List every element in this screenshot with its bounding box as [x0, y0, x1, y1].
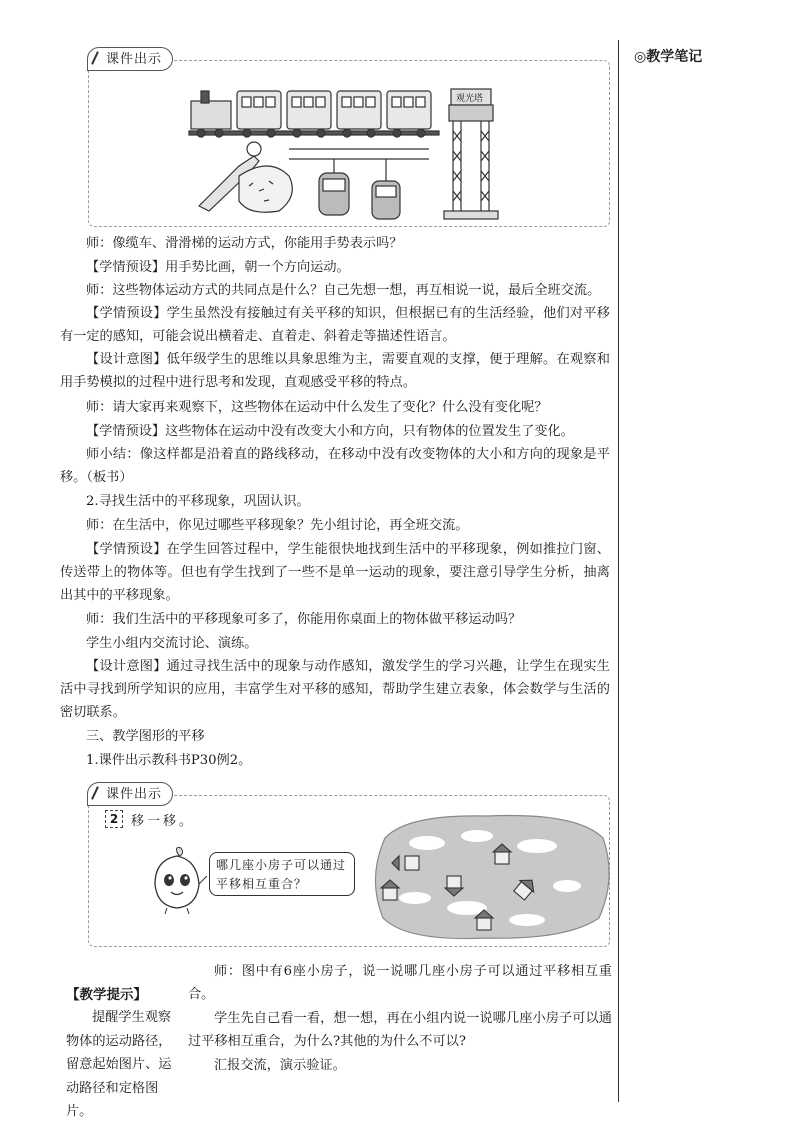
paragraph-1: 师：像缆车、滑滑梯的运动方式，你能用手势表示吗？ [86, 236, 403, 251]
paragraph-10: 师：在生活中，你见过哪些平移现象？先小组讨论，再全班交流。 [86, 518, 469, 533]
observation-tower-illustration [444, 89, 498, 219]
paragraph-16: 1.课件出示教科书P30例2。 [86, 753, 252, 768]
bottom-paragraph-1: 师：图中有6座小房子，说一说哪几座小房子可以通过平移相互重合。 [188, 964, 612, 1002]
courseware-tab-label: 课件出示 [87, 47, 173, 71]
paragraph-4: 【学情预设】学生虽然没有接触过有关平移的知识，但根据已有的生活经验，他们对平移有一定的感知，可能会说出横着走、直着走、斜着走等描述性语言。 [60, 306, 610, 344]
train-illustration [189, 91, 439, 137]
cable-car-illustration [289, 149, 429, 219]
example-number: 2 [105, 810, 123, 828]
paragraph-13: 学生小组内交流讨论、演练。 [86, 636, 258, 651]
section-heading-3: 三、教学图形的平移 [86, 729, 205, 744]
paragraph-9: 2.寻找生活中的平移现象，巩固认识。 [86, 494, 310, 509]
motion-illustration [89, 61, 611, 228]
courseware-card-2 [88, 787, 610, 947]
paragraph-6: 师：请大家再来观察下，这些物体在运动中什么发生了变化？什么没有变化呢？ [86, 400, 548, 415]
houses-map-illustration [367, 808, 617, 944]
paragraph-8: 师小结：像这样都是沿着直的路线移动，在移动中没有改变物体的大小和方向的现象是平移。（板书） [60, 447, 610, 485]
mascot-illustration [147, 846, 207, 916]
paragraph-14: 【设计意图】通过寻找生活中的现象与动作感知，激发学生的学习兴趣，让学生在现实生活中寻找到所学知识的应用，丰富学生对平移的感知，帮助学生建立表象，体会数学与生活的密切联系。 [60, 659, 610, 720]
paragraph-5: 【设计意图】低年级学生的思维以具象思维为主，需要直观的支撑，便于理解。在观察和用手势模拟的过程中进行思考和发现，直观感受平移的特点。 [60, 352, 610, 390]
paragraph-7: 【学情预设】这些物体在运动中没有改变大小和方向，只有物体的位置发生了变化。 [86, 424, 574, 439]
column-divider [618, 40, 619, 1102]
courseware-card-1 [88, 52, 610, 227]
tower-sign-text: 观光塔 [456, 94, 484, 104]
teaching-tip-text: 提醒学生观察物体的运动路径，留意起始图片、运动路径和定格图片。 [66, 1010, 172, 1119]
example-title: 移一移。 [131, 814, 196, 829]
courseware-tab-label-2: 课件出示 [87, 782, 173, 806]
teaching-tip-title: 【教学提示】 [66, 987, 147, 1003]
paragraph-11: 【学情预设】在学生回答过程中，学生能很快地找到生活中的平移现象，例如推拉门窗、传送带上的物体等。但也有学生找到了一些不是单一运动的现象，要注意引导学生分析，抽离出其中的平移现象。 [60, 542, 610, 603]
bottom-paragraph-2: 学生先自己看一看，想一想，再在小组内说一说哪几座小房子可以通过平移相互重合，为什么?其他的为什么不可以? [188, 1011, 612, 1049]
paragraph-12: 师：我们生活中的平移现象可多了，你能用你桌面上的物体做平移运动吗？ [86, 612, 522, 627]
slide-illustration [199, 142, 292, 212]
bottom-paragraph-3: 汇报交流，演示验证。 [214, 1058, 346, 1073]
paragraph-2: 【学情预设】用手势比画，朝一个方向运动。 [86, 260, 350, 275]
speech-bubble: 哪几座小房子可以通过平移相互重合？ [209, 852, 355, 896]
paragraph-3: 师：这些物体运动方式的共同点是什么？自己先想一想，再互相说一说，最后全班交流。 [86, 283, 601, 298]
teaching-notes-heading: ◎教学笔记 [634, 49, 703, 65]
